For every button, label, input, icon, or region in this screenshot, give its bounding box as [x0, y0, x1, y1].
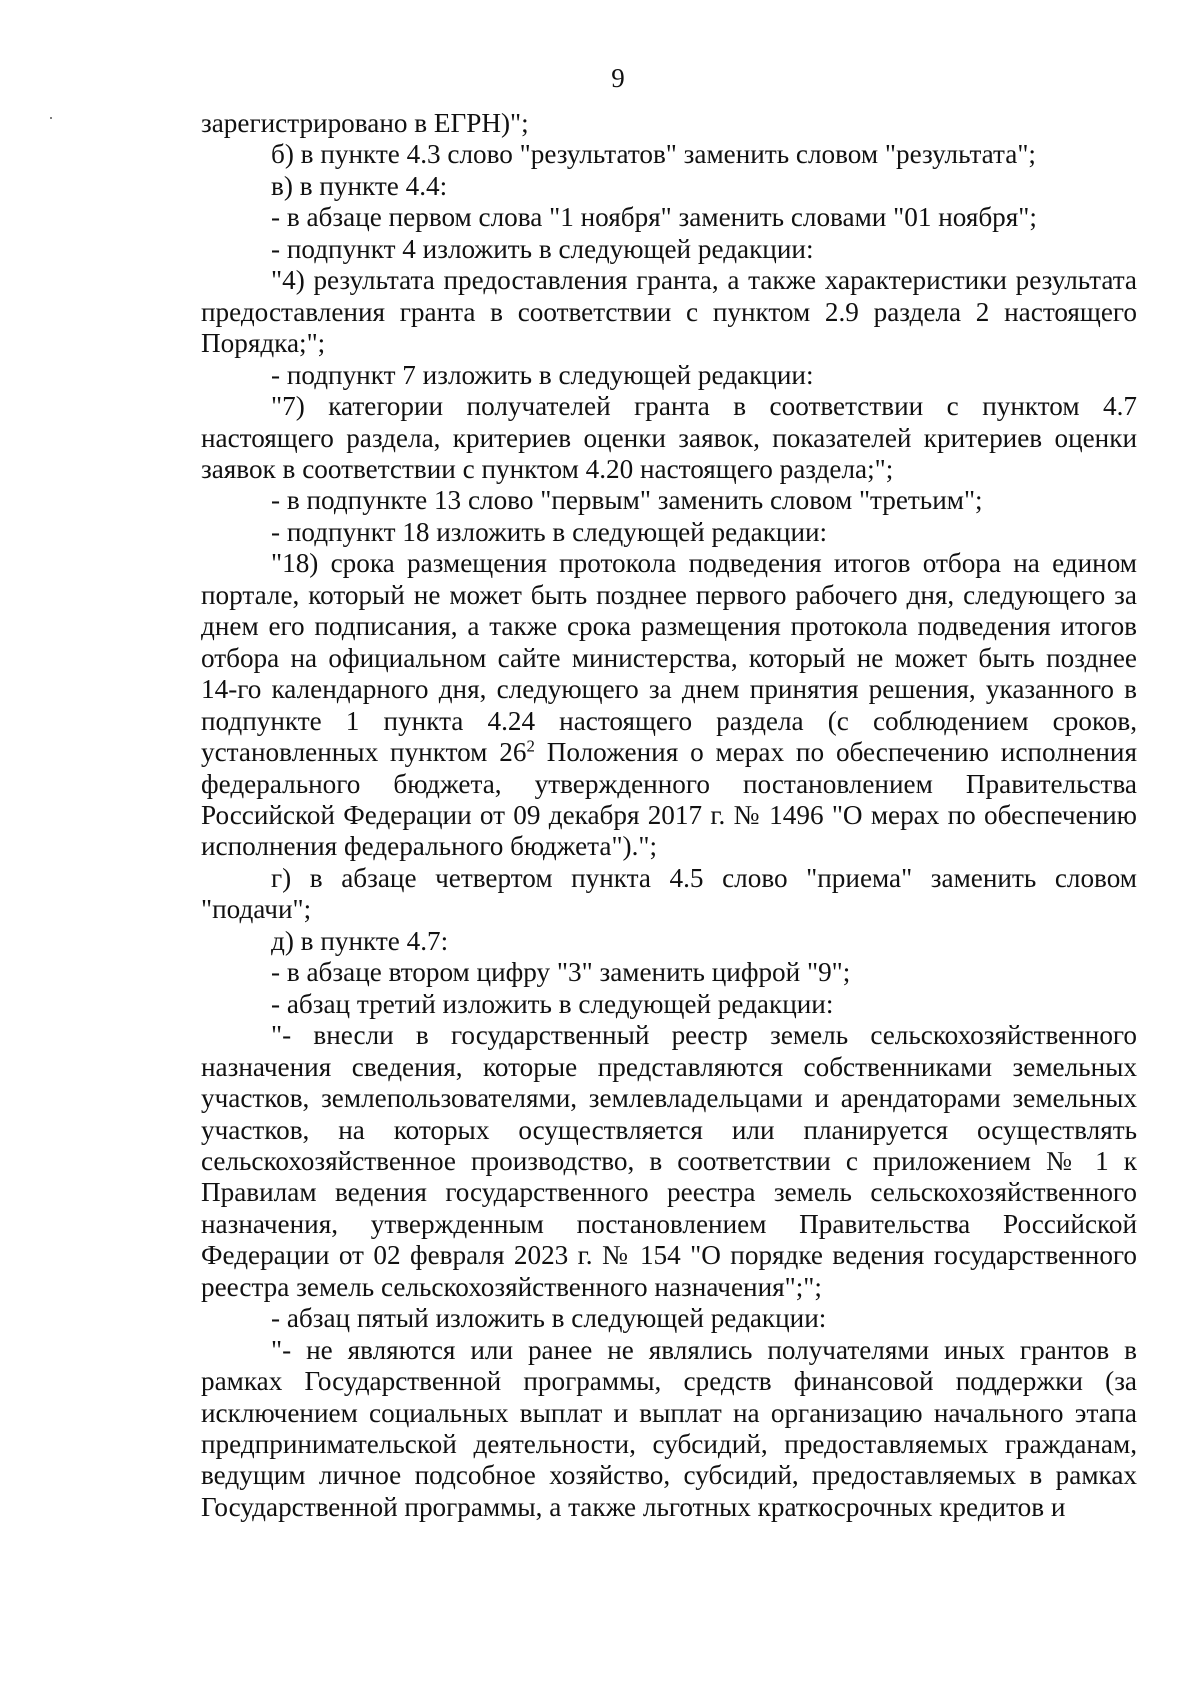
paragraph-subitem: - подпункт 4 изложить в следующей редакции:: [271, 233, 814, 264]
scan-speck: [50, 117, 52, 119]
paragraph-subitem: - в подпункте 13 слово "первым" заменить словом "третьим";: [271, 485, 983, 516]
paragraph-item-g: г) в абзаце четвертом пункта 4.5 слово "приема" заменить словом "подачи";: [201, 862, 1137, 925]
paragraph-item-d: д) в пункте 4.7:: [271, 925, 449, 956]
paragraph-subitem: - абзац третий изложить в следующей редакции:: [271, 988, 834, 1019]
paragraph-subitem: - в абзаце первом слова "1 ноября" заменить словами "01 ноября";: [271, 202, 1037, 233]
paragraph-quote-18-text: "18) срока размещения протокола подведения итогов отбора на едином портале, который не может быть позднее первого рабочего дня, следующего за днем его подписания, а также срока размещения протокола подведения итогов отбора на официальном сайте министерства, который не может быть позднее 14-го календарного дня, следующего за днем принятия решения, указанного в подпункте 1 пункта 4.24 настоящего раздела (с соблюдением сроков, установленных пунктом 26: [201, 548, 1137, 768]
paragraph-item-b: б) в пункте 4.3 слово "результатов" заменить словом "результата";: [271, 139, 1036, 170]
page-number: 9: [611, 63, 625, 93]
paragraph-continuation: зарегистрировано в ЕГРН)";: [201, 108, 529, 138]
paragraph-quote-18-text-end: Положения о мерах по обеспечению исполнения федерального бюджета, утвержденного постановлением Правительства Российской Федерации от 09 декабря 2017 г. № 1496 "О мерах по обеспечению исполнения федерального бюджета").";: [201, 737, 1137, 862]
paragraph-quote-abzac-3: "- внесли в государственный реестр земель сельскохозяйственного назначения сведения, которые представляются собственниками земельных участков, землепользователями, землевладельцами и арендаторами земельных участков, на которых осуществляется или планируется осуществлять сельскохозяйственное производство, в соответствии с приложением № 1 к Правилам ведения государственного реестра земель сельскохозяйственного назначения, утвержденным постановлением Правительства Российской Федерации от 02 февраля 2023 г. № 154 "О порядке ведения государственного реестра земель сельскохозяйственного назначения";";: [201, 1020, 1137, 1302]
paragraph-item-v: в) в пункте 4.4:: [271, 170, 448, 201]
paragraph-quote-abzac-5: "- не являются или ранее не являлись получателями иных грантов в рамках Государственной программы, средств финансовой поддержки (за исключением социальных выплат и выплат на организацию начального этапа предпринимательской деятельности, субсидий, предоставляемых гражданам, ведущим личное подсобное хозяйство, субсидий, предоставляемых в рамках Государственной программы, а также льготных краткосрочных кредитов и: [201, 1334, 1137, 1522]
superscript-index: 2: [526, 736, 535, 756]
paragraph-quote-7: "7) категории получателей гранта в соответствии с пунктом 4.7 настоящего раздела, критериев оценки заявок, показателей критериев оценки заявок в соответствии с пунктом 4.20 настоящего раздела;";: [201, 391, 1137, 484]
paragraph-subitem: - абзац пятый изложить в следующей редакции:: [271, 1303, 827, 1334]
paragraph-quote-18: [201, 548, 1137, 863]
paragraph-subitem: - подпункт 18 изложить в следующей редакции:: [271, 516, 828, 547]
paragraph-quote-4: "4) результата предоставления гранта, а также характеристики результата предоставления гранта в соответствии с пунктом 2.9 раздела 2 настоящего Порядка;";: [201, 265, 1137, 359]
document-body: [201, 108, 1137, 1523]
paragraph-subitem: - подпункт 7 изложить в следующей редакции:: [271, 359, 814, 390]
paragraph-subitem: - в абзаце втором цифру "3" заменить цифрой "9";: [271, 957, 851, 988]
